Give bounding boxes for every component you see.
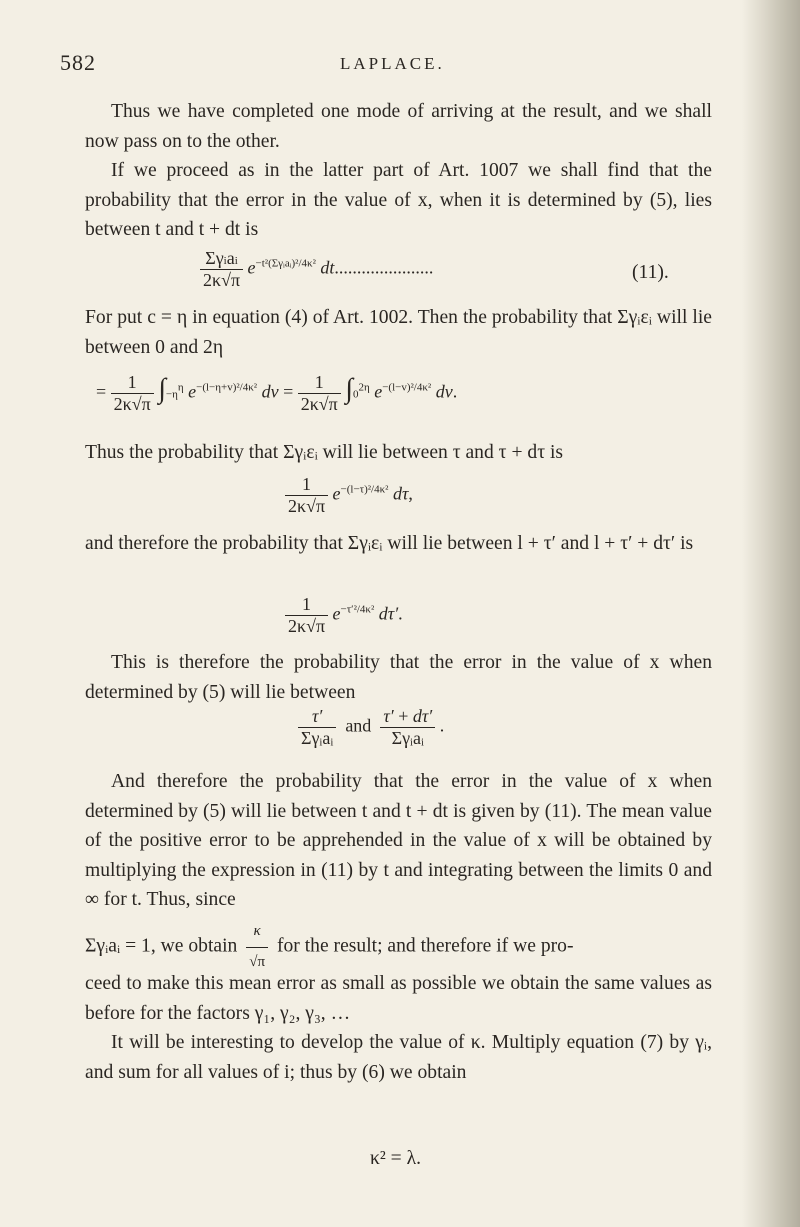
- paragraph-9: ceed to make this mean error as small as possible we obtain the same values as before for the factors γ₁, γ₂, γ₃, …: [85, 973, 712, 1024]
- paragraph-5: and therefore the probability that Σγᵢεᵢ will lie between l + τ′ and l + τ′ + dτ′ is: [85, 533, 694, 554]
- equation-between: $\frac{\tau'}{\text{Σγᵢaᵢ}}$ and $\frac{\tau' + d\tau'}{\text{Σγᵢaᵢ}}$ .: [298, 706, 444, 749]
- paragraph-1: Thus we have completed one mode of arriving at the result, and we shall now pass on to the other.: [85, 101, 712, 152]
- paragraph-8b: for the result; and therefore if we pro-: [276, 935, 574, 957]
- paragraph-4: Thus the probability that Σγᵢεᵢ will lie between τ and τ + dτ is: [85, 442, 564, 463]
- text-block-3: [85, 438, 712, 468]
- paragraph-10: It will be interesting to develop the value of κ. Multiply equation (7) by γᵢ, and sum for all values of i; thus by (6) we obtain: [85, 1032, 712, 1083]
- text-block-7: [85, 969, 712, 1087]
- paragraph-6: This is therefore the probability that the error in the value of x when determined by (5) will lie between: [85, 652, 712, 703]
- equation-11-label: (11).: [632, 262, 669, 283]
- text-block-2: [85, 303, 712, 362]
- equation-11: $\frac{\text{Σγiai}}{2\kappa√\pi}$ $e^{-t^2(\Sigma\gamma ᵢaᵢ)^2/4\kappa^2}$ dt......................: [200, 248, 433, 291]
- paragraph-7: And therefore the probability that the error in the value of x when determined by (5) will lie between t and t + dt is given by (11). The mean value of the positive error to be apprehended in the value of x will be obtained by multiplying the expression in (11) by t and integrating between the limits 0 and ∞ for t. Thus, since: [85, 771, 712, 910]
- paragraph-2: If we proceed as in the latter part of Art. 1007 we shall find that the probability that the error in the value of x, when it is determined by (5), lies between t and t + dt is: [85, 160, 712, 240]
- paragraph-8a: Σγᵢaᵢ = 1, we obtain: [85, 935, 238, 957]
- running-title: LAPLACE.: [340, 54, 445, 73]
- text-block-1: [85, 97, 712, 245]
- and-word: and: [345, 715, 372, 736]
- text-line-8: Σγᵢaᵢ = 1, we obtain $\frac{\kappa}{√\pi}$ for the result; and therefore if we pro-: [85, 917, 712, 977]
- page-edge-shadow: [742, 0, 800, 1227]
- page-number: 582: [60, 50, 96, 75]
- text-block-6: [85, 767, 712, 915]
- equation-integral: = $\frac{1}{2\kappa√\pi}$ $\int-\eta^\eta$ $e^{-(l-\eta+v)^2/4\kappa^2}$ dv = $\frac{1}{2\kappa√\pi}$ $\int 0^{2\eta}$ $e^{-(l-v)^2/4\kappa^2}$ dv.: [96, 372, 458, 414]
- equation-final: κ² = λ.: [370, 1148, 421, 1169]
- text-block-5: [85, 648, 712, 707]
- equation-tau-prime: $\frac{1}{2\kappa√\pi}$ $e^{-\tau'^2/4\kappa^2}$ dτ′.: [285, 594, 403, 637]
- eq11-dots: ......................: [334, 257, 434, 278]
- page-header: [60, 50, 710, 80]
- equation-tau: $\frac{1}{2\kappa√\pi}$ $e^{-(l-\tau)^2/4\kappa^2}$ dτ,: [285, 474, 413, 517]
- paragraph-3: For put c = η in equation (4) of Art. 1002. Then the probability that Σγᵢεᵢ will lie between 0 and 2η: [85, 307, 712, 358]
- text-block-4: [85, 529, 712, 559]
